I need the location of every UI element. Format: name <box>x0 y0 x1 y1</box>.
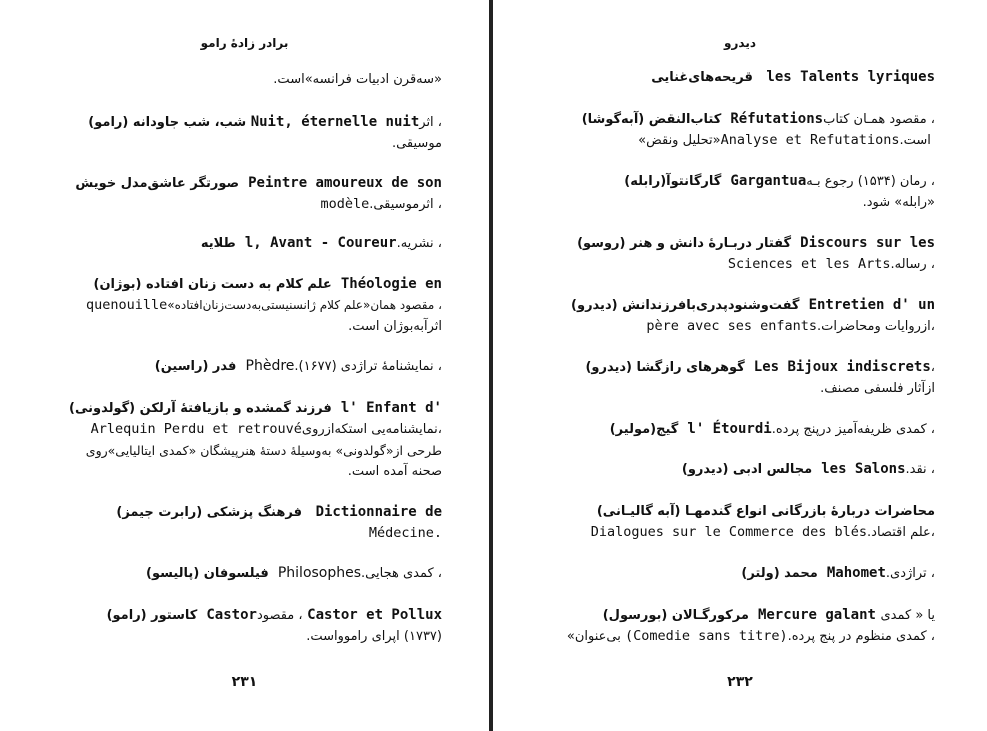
entry-dictionnaire: فرهنگ پزشکی (رابرت جیمز) Dictionnaire de Médecine. <box>116 504 442 541</box>
entry-avant-coureur: طلایه l, Avant - Coureur، نشریه. <box>200 235 442 251</box>
entry-dialogues-bles: محاضرات دربارۀ بازرگانی انواع گندمهـا (آبه گالیـانی) Dialogues sur le Commerce des blés،علم اقتصاد. <box>590 504 935 540</box>
entry-talents-lyriques: قریحه‌های‌غنایی les Talents lyriques <box>651 69 935 85</box>
entry-phedre: فدر (راسین) Phèdre، نمایشنامۀ تراژدی (۱۶۷۷). <box>154 358 442 374</box>
left-running-head: برادر زادۀ رامو <box>200 36 289 50</box>
entry-philosophes: فیلسوفان (پالیسو) Philosophes، کمدی هجایی. <box>146 565 442 581</box>
right-running-head: دیدرو <box>724 36 756 50</box>
right-page <box>493 0 987 731</box>
entry-refutations: کتاب‌النقض (آبه‌گوشا) Réfutations، مقصود همـان کتاب «تحلیل ونقض»Analyse et Refutations است. <box>581 111 935 148</box>
entry-discours: گفتار دربـارۀ دانش و هنر (روسو) Discours sur les Sciences et les Arts، رساله. <box>577 235 935 272</box>
entry-nuit: شب، شب جاودانه (رامو) Nuit, éternelle nuit، اثر موسیقی. <box>88 114 442 151</box>
entry-gargantua: گارگانتوآ(رابله) Gargantua، رمان (۱۵۳۴) رجوع بـه «رابله» شود. <box>624 173 935 210</box>
entry-continuation: «سه‌قرن ادبیات فرانسه»است. <box>273 72 442 87</box>
entry-mercure: مرکورگـالان (بورسول) Mercure galant یا « کمدی بی‌عنوان» (Comedie sans titre)، کمدی منظوم در پنج پرده. <box>566 607 935 644</box>
right-page-number: ۲۳۲ <box>727 674 753 690</box>
entry-castor: کاستور (رامو) Castor، مقصود Castor et Pollux (۱۷۳۷) اپرای راموواست. <box>106 607 442 644</box>
left-page <box>0 0 489 731</box>
entry-theologie: علم کلام به دست زنان افتاده (بوژان) Théologie en quenouille، مقصود همان«علم کلام ژانسنیستی‌به‌دست‌زنان‌افتاده» اثرآبه‌بوژان است. <box>86 276 442 334</box>
entry-arlequin: فرزند گمشده و بازیافتۀ آرلکن (گولدونی) l' Enfant d' Arlequin Perdu et retrouvé،نمایشنامه‌یی استکه‌ازروی طرحی از«گولدونی» به‌وسیلۀ دستۀ هنرپیشگان «کمدی ایتالیایی»روی صحنه آمده است. <box>69 400 442 479</box>
entry-mahomet: محمد (ولتر) Mahomet، تراژدی. <box>741 565 935 581</box>
entry-bijoux: گوهرهای رازگشا (دیدرو) Les Bijoux indiscrets، ازآثار فلسفی مصنف. <box>585 359 935 396</box>
entry-salons: مجالس ادبی (دیدرو) les Salons، نقد. <box>681 461 935 477</box>
left-page-number: ۲۳۱ <box>231 674 258 690</box>
entry-entretien: گفت‌وشنودپدری‌بافرزندانش (دیدرو) Entretien d' un père avec ses enfants،ازروایات ومحاضرات. <box>571 297 935 334</box>
entry-etourdi: گیج(مولیر) l' Étourdi، کمدی ظریفه‌آمیز درپنج پرده. <box>609 421 935 437</box>
entry-peintre: صورتگر عاشق‌مدل خویش Peintre amoureux de son modèle، اثرموسیقی. <box>75 175 442 212</box>
